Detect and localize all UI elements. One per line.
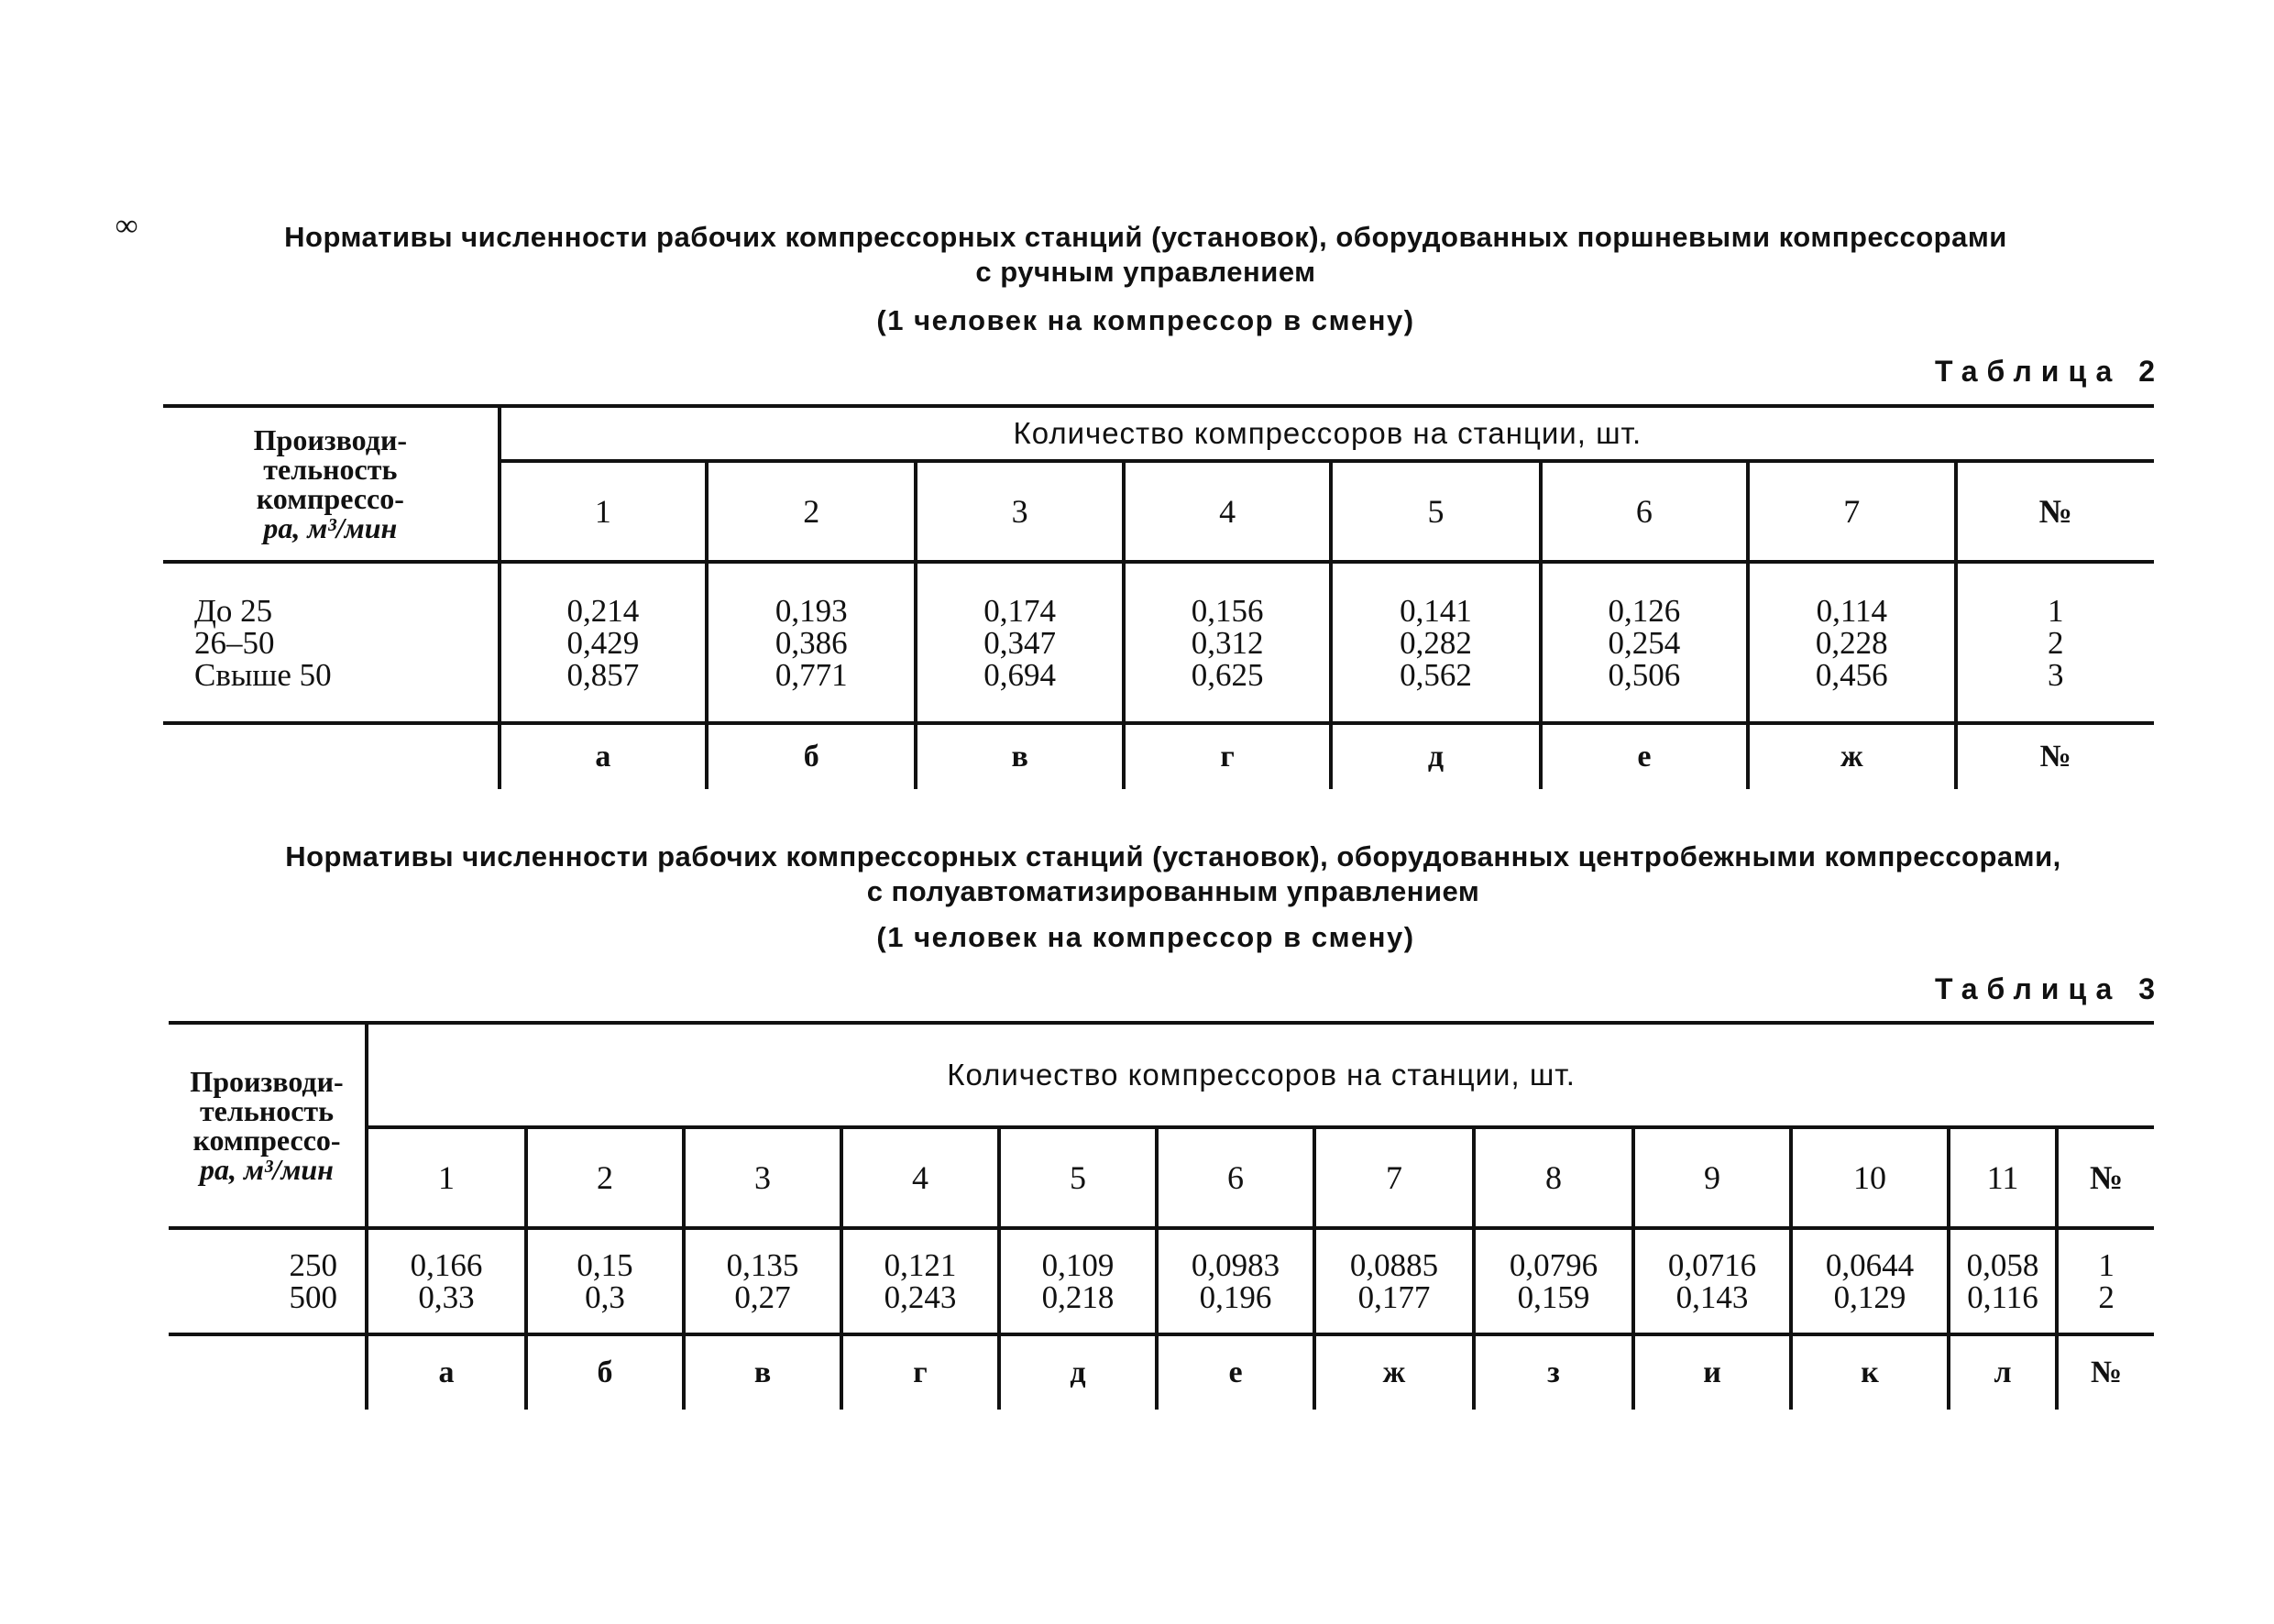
table3-group-header: Количество компрессоров на станции, шт.: [367, 1023, 2154, 1127]
table3-row-header-line: ра, м³/мин: [200, 1153, 334, 1186]
table3-col-values: [1949, 1228, 2057, 1334]
table3-cell: 0,0644: [1825, 1247, 1915, 1283]
table2-col-letter: е: [1541, 723, 1748, 789]
table3-col-letter: е: [1157, 1334, 1314, 1410]
table3-col-values: [1474, 1228, 1633, 1334]
table2-cell: 0,625: [1191, 656, 1264, 693]
table2-cell: 0,694: [983, 656, 1057, 693]
table3-col-header: 3: [684, 1127, 841, 1228]
table2-footer-empty: [163, 723, 500, 789]
table3-col-values: [367, 1228, 526, 1334]
table2-cell: 0,126: [1608, 592, 1681, 629]
table2-col-letter: а: [500, 723, 707, 789]
table3-col-letter: ж: [1314, 1334, 1474, 1410]
table2-cell: 0,312: [1191, 624, 1264, 661]
table3-row-header-line: Производи-: [190, 1065, 344, 1098]
table2: [163, 404, 2154, 789]
table2-row-number: 3: [2048, 656, 2064, 693]
table3-cell: 0,121: [884, 1247, 957, 1283]
table3-subtitle: (1 человек на компрессор в смену): [876, 921, 1415, 953]
table2-col-letter: в: [916, 723, 1123, 789]
page-number: ∞: [115, 209, 138, 243]
table3-row-header-line: компрессо-: [192, 1124, 341, 1157]
table3-cell: 0,0716: [1667, 1247, 1757, 1283]
table3-title-line-2: с полуавтоматизированным управлением: [866, 875, 1480, 907]
table2-col-header: 1: [500, 461, 707, 562]
table3-number-header: №: [2057, 1127, 2154, 1228]
table2-row-header-line: Производи-: [253, 423, 408, 456]
table2-col-letter: ж: [1748, 723, 1955, 789]
table3-cell: 0,159: [1517, 1279, 1590, 1315]
table3-col-header: 5: [999, 1127, 1157, 1228]
table2-label: Таблица 2: [1934, 355, 2164, 388]
table3-footer-empty: [169, 1334, 367, 1410]
table2-cell: 0,429: [566, 624, 640, 661]
table2-cell: 0,193: [774, 592, 848, 629]
table3-col-letter: з: [1474, 1334, 1633, 1410]
table2-row-header-line: тельность: [263, 453, 398, 486]
table2-cell: 0,771: [774, 656, 848, 693]
table2-row-number: 2: [2048, 624, 2064, 661]
table3-col-header: 2: [526, 1127, 684, 1228]
table2-col-header: 3: [916, 461, 1123, 562]
table2-cell: 0,347: [983, 624, 1057, 661]
table3-title: [165, 839, 2181, 909]
table2-cell: 0,114: [1816, 592, 1888, 629]
table2-col-header: 5: [1331, 461, 1540, 562]
table2-col-letter: б: [707, 723, 916, 789]
table3-col-header: 4: [841, 1127, 999, 1228]
table3-col-letter: в: [684, 1334, 841, 1410]
table3-row-labels: [169, 1228, 367, 1334]
table3-col-letter: л: [1949, 1334, 2057, 1410]
table3-row-label: 250: [289, 1247, 337, 1283]
table2-col-header: 7: [1748, 461, 1955, 562]
table3-cell: 0,27: [734, 1279, 791, 1315]
table2-row-header: [163, 406, 500, 562]
table2-cell: 0,562: [1400, 656, 1472, 693]
table2-title-line-2: с ручным управлением: [975, 256, 1316, 288]
table2-cell: 0,506: [1608, 656, 1681, 693]
table2-row-label: До 25: [194, 592, 273, 629]
table2-col-values: [707, 562, 916, 723]
table2-cell: 0,254: [1608, 624, 1681, 661]
table3-col-header: 6: [1157, 1127, 1314, 1228]
table3-col-values: [841, 1228, 999, 1334]
table2-cell: 0,174: [983, 592, 1057, 629]
table3-row-number: 2: [2098, 1279, 2115, 1315]
table2-col-header: 4: [1124, 461, 1331, 562]
table2-cell: 0,141: [1400, 592, 1472, 629]
table3-cell: 0,0796: [1509, 1247, 1598, 1283]
table3-cell: 0,166: [410, 1247, 483, 1283]
table3-col-values: [1314, 1228, 1474, 1334]
table3-col-letter: б: [526, 1334, 684, 1410]
table3-footer-number: №: [2090, 1355, 2123, 1389]
table3-cell: 0,0885: [1349, 1247, 1439, 1283]
table3-row-numbers: [2057, 1228, 2154, 1334]
table3-label: Таблица 3: [1934, 972, 2164, 1005]
table3-col-letter: а: [367, 1334, 526, 1410]
table3-cell: 0,3: [585, 1279, 625, 1315]
table2-cell: 0,214: [566, 592, 640, 629]
table2-col-values: [1331, 562, 1540, 723]
table3-cell: 0,058: [1966, 1247, 2039, 1283]
table3-col-values: [1157, 1228, 1314, 1334]
table3-col-header: 11: [1949, 1127, 2057, 1228]
table3-col-letter: г: [841, 1334, 999, 1410]
table3-col-letter: к: [1791, 1334, 1949, 1410]
table2-col-header: 2: [707, 461, 916, 562]
table3-title-line-1: Нормативы численности рабочих компрессорных станций (установок), оборудованных центробежными компрессорами,: [285, 840, 2061, 872]
table2-col-header: 6: [1541, 461, 1748, 562]
table3-cell: 0,177: [1357, 1279, 1431, 1315]
table3-cell: 0,15: [577, 1247, 633, 1283]
table2-number-header: №: [1956, 461, 2155, 562]
table3-col-values: [1791, 1228, 1949, 1334]
table2-row-header-line: компрессо-: [256, 482, 404, 515]
table3: [169, 1021, 2154, 1410]
table3-col-header: 9: [1633, 1127, 1791, 1228]
table3-row-header-line: тельность: [199, 1094, 335, 1127]
table2-cell: 0,386: [774, 624, 848, 661]
table2-cell: 0,857: [566, 656, 640, 693]
table2-footer-number: №: [2039, 740, 2071, 774]
table2-row-numbers: [1956, 562, 2155, 723]
table2-cell: 0,282: [1400, 624, 1472, 661]
table3-cell: 0,135: [726, 1247, 799, 1283]
table3-cell: 0,116: [1967, 1279, 2038, 1315]
table2-col-values: [1748, 562, 1955, 723]
table3-col-letter: д: [999, 1334, 1157, 1410]
table3-col-values: [999, 1228, 1157, 1334]
table2-cell: 0,156: [1191, 592, 1264, 629]
table2-subtitle: (1 человек на компрессор в смену): [876, 304, 1415, 336]
table3-col-values: [684, 1228, 841, 1334]
table3-cell: 0,33: [418, 1279, 475, 1315]
table3-col-header: 8: [1474, 1127, 1633, 1228]
table2-cell: 0,228: [1815, 624, 1888, 661]
table2-group-header: Количество компрессоров на станции, шт.: [500, 406, 2154, 461]
table2-col-letter: д: [1331, 723, 1540, 789]
table3-col-values: [1633, 1228, 1791, 1334]
table3-cell: 0,109: [1041, 1247, 1115, 1283]
table3-row-header: [169, 1023, 367, 1228]
table2-col-letter: г: [1124, 723, 1331, 789]
table2-col-values: [500, 562, 707, 723]
table2-row-label: 26–50: [194, 624, 275, 661]
table3-cell: 0,143: [1675, 1279, 1749, 1315]
table2-row-header-line: ра, м³/мин: [263, 511, 398, 544]
table3-row-number: 1: [2098, 1247, 2115, 1283]
table3-cell: 0,0983: [1191, 1247, 1280, 1283]
table3-cell: 0,243: [884, 1279, 957, 1315]
table3-cell: 0,196: [1199, 1279, 1272, 1315]
table3-col-letter: и: [1633, 1334, 1791, 1410]
table3-col-header: 7: [1314, 1127, 1474, 1228]
table2-col-values: [1541, 562, 1748, 723]
table2-row-number: 1: [2048, 592, 2064, 629]
table2-row-labels: [163, 562, 500, 723]
table3-row-label: 500: [289, 1279, 337, 1315]
table2-col-values: [1124, 562, 1331, 723]
table3-col-header: 10: [1791, 1127, 1949, 1228]
table3-cell: 0,218: [1041, 1279, 1115, 1315]
table2-col-values: [916, 562, 1123, 723]
table3-col-values: [526, 1228, 684, 1334]
table2-title: [165, 220, 2126, 290]
table2-cell: 0,456: [1815, 656, 1888, 693]
table2-title-line-1: Нормативы численности рабочих компрессорных станций (установок), оборудованных поршневыми компрессорами: [284, 221, 2007, 253]
table3-cell: 0,129: [1833, 1279, 1906, 1315]
table2-row-label: Свыше 50: [194, 656, 332, 693]
table3-col-header: 1: [367, 1127, 526, 1228]
